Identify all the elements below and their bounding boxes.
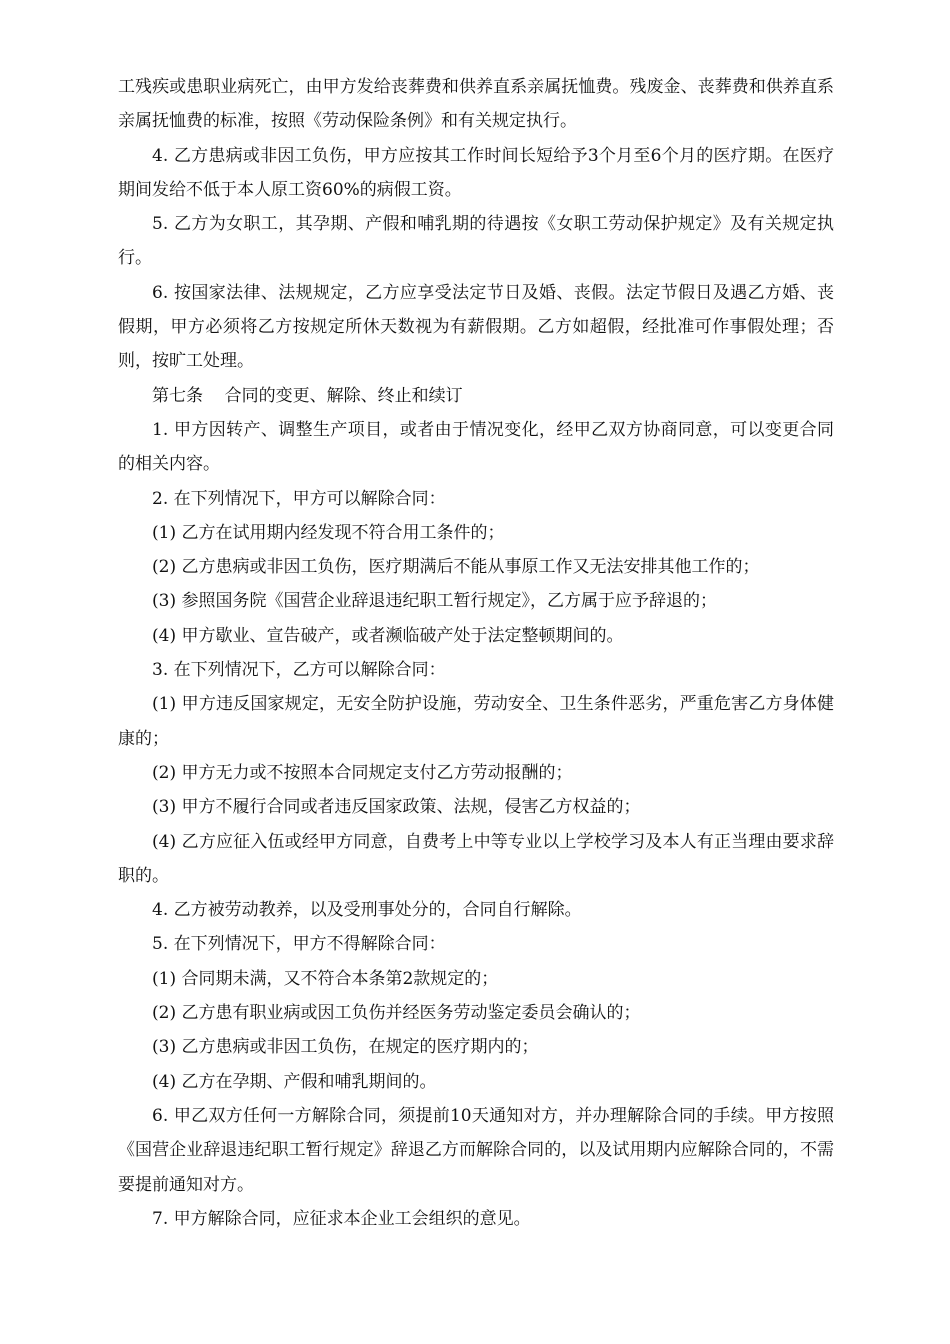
list-item: (1) 甲方违反国家规定，无安全防护设施，劳动安全、卫生条件恶劣，严重危害乙方身体健康的； (118, 694, 834, 749)
paragraph-continuation: 工残疾或患职业病死亡，由甲方发给丧葬费和供养直系亲属抚恤费。残废金、丧葬费和供养直系亲属抚恤费的标准，按照《劳动保险条例》和有关规定执行。 (118, 77, 834, 132)
list-item: (3) 参照国务院《国营企业辞退违纪职工暂行规定》，乙方属于应予辞退的； (152, 591, 717, 612)
list-item: (3) 乙方患病或非因工负伤，在规定的医疗期内的； (152, 1037, 539, 1058)
list-item: (3) 甲方不履行合同或者违反国家政策、法规，侵害乙方权益的； (152, 797, 641, 818)
paragraph-article7-item-5: 5. 在下列情况下，甲方不得解除合同： (152, 934, 446, 955)
paragraph-article7-item-1: 1. 甲方因转产、调整生产项目，或者由于情况变化，经甲乙双方协商同意，可以变更合同的相关内容。 (118, 419, 834, 475)
list-item: (4) 甲方歇业、宣告破产，或者濒临破产处于法定整顿期间的。 (152, 625, 624, 646)
paragraph-article7-item-6: 6. 甲乙双方任何一方解除合同，须提前10天通知对方，并办理解除合同的手续。甲方按照《国营企业辞退违纪职工暂行规定》辞退乙方而解除合同的，以及试用期内应解除合同的，不需要提前通知对方。 (118, 1105, 834, 1195)
list-item: (4) 乙方应征入伍或经甲方同意，自费考上中等专业以上学校学习及本人有正当理由要求辞职的。 (118, 831, 834, 886)
list-item: (1) 乙方在试用期内经发现不符合用工条件的； (152, 522, 505, 543)
paragraph-item-5-female-workers: 5. 乙方为女职工，其孕期、产假和哺乳期的待遇按《女职工劳动保护规定》及有关规定执行。 (118, 214, 834, 269)
list-item: (2) 乙方患病或非因工负伤，医疗期满后不能从事原工作又无法安排其他工作的； (152, 557, 760, 578)
list-item: (2) 甲方无力或不按照本合同规定支付乙方劳动报酬的； (152, 762, 573, 783)
paragraph-article7-item-7: 7. 甲方解除合同，应征求本企业工会组织的意见。 (152, 1208, 531, 1229)
paragraph-article7-item-3: 3. 在下列情况下，乙方可以解除合同： (152, 660, 446, 681)
list-item: (1) 合同期未满，又不符合本条第2款规定的； (152, 968, 499, 989)
paragraph-article7-item-4: 4. 乙方被劳动教养，以及受刑事处分的，合同自行解除。 (152, 900, 582, 921)
paragraph-article7-item-2: 2. 在下列情况下，甲方可以解除合同： (152, 488, 446, 509)
paragraph-item-6-holidays: 6. 按国家法律、法规规定，乙方应享受法定节日及婚、丧假。法定节假日及遇乙方婚、丧假期，甲方必须将乙方按规定所休天数视为有薪假期。乙方如超假，经批准可作事假处理；否则，按旷工处理。 (118, 282, 834, 372)
article-7-heading: 第七条 合同的变更、解除、终止和续订 (152, 385, 463, 406)
document-page (118, 70, 834, 1236)
list-item: (2) 乙方患有职业病或因工负伤并经医务劳动鉴定委员会确认的； (152, 1003, 641, 1024)
list-item: (4) 乙方在孕期、产假和哺乳期间的。 (152, 1071, 437, 1092)
paragraph-item-4-medical-leave: 4. 乙方患病或非因工负伤，甲方应按其工作时间长短给予3个月至6个月的医疗期。在医疗期间发给不低于本人原工资60%的病假工资。 (118, 145, 834, 200)
